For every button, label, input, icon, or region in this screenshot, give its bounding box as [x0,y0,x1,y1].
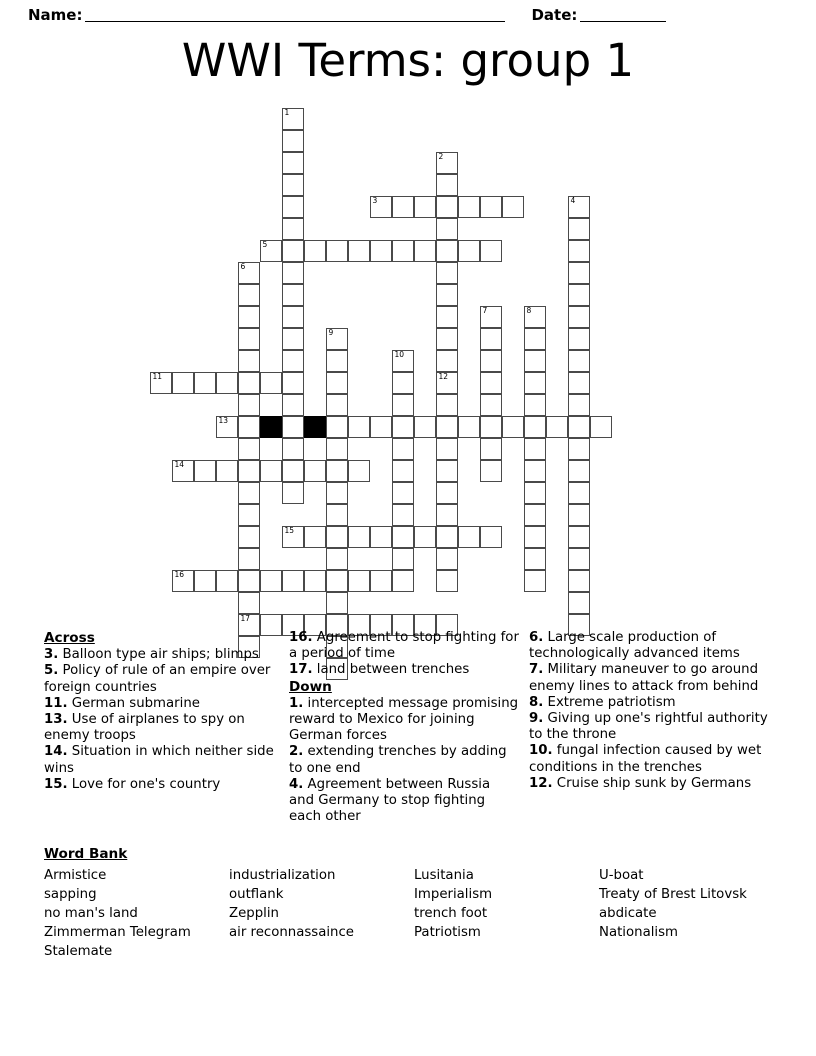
clue-across-3 [44,647,279,663]
grid-cell[interactable] [392,460,414,482]
grid-clue-number: 5 [262,240,268,249]
word-bank-section [44,845,784,961]
clue-number: 11. [44,695,68,711]
grid-cell[interactable] [568,240,590,262]
grid-cell[interactable] [282,152,304,174]
grid-cell[interactable] [238,394,260,416]
grid-cell[interactable] [260,570,282,592]
clue-across-5 [44,663,279,695]
clue-text: land between trenches [312,662,470,678]
grid-cell[interactable] [326,570,348,592]
grid-cell[interactable] [568,482,590,504]
grid-cell[interactable] [304,460,326,482]
clue-across-15 [44,777,279,793]
clue-text: German submarine [67,695,200,711]
grid-cell[interactable] [238,372,260,394]
grid-cell[interactable] [282,306,304,328]
grid-cell[interactable] [436,460,458,482]
clues-section [44,630,784,825]
grid-cell[interactable] [282,460,304,482]
grid-cell[interactable] [436,174,458,196]
grid-cell[interactable] [436,306,458,328]
grid-cell[interactable] [326,416,348,438]
grid-cell[interactable] [326,394,348,416]
clue-across-17 [289,662,519,678]
grid-cell[interactable] [568,526,590,548]
grid-cell[interactable] [436,328,458,350]
grid-cell[interactable] [282,482,304,504]
grid-cell[interactable] [370,526,392,548]
grid-cell[interactable] [436,218,458,240]
grid-cell[interactable] [172,460,194,482]
grid-cell[interactable] [480,350,502,372]
grid-cell[interactable] [282,416,304,438]
clue-down-7 [529,662,769,694]
grid-cell[interactable] [282,262,304,284]
grid-cell[interactable] [568,328,590,350]
grid-cell[interactable] [480,526,502,548]
grid-cell[interactable] [216,570,238,592]
grid-cell[interactable] [436,570,458,592]
crossword-grid[interactable] [150,108,620,628]
grid-cell[interactable] [568,394,590,416]
grid-clue-number: 16 [174,570,185,579]
grid-clue-number: 14 [174,460,185,469]
grid-cell[interactable] [436,526,458,548]
grid-cell[interactable] [568,262,590,284]
grid-cell[interactable] [524,482,546,504]
grid-cell[interactable] [480,306,502,328]
word-bank-column-2 [229,866,414,961]
grid-cell[interactable] [436,548,458,570]
grid-cell[interactable] [568,570,590,592]
clue-number: 3. [44,647,59,663]
grid-cell[interactable] [436,262,458,284]
grid-cell[interactable] [282,130,304,152]
word-bank-item: Armistice [44,868,107,883]
clue-down-12 [529,776,769,792]
clue-number: 9. [529,711,544,727]
grid-cell[interactable] [282,108,304,130]
clue-text: Use of airplanes to spy on enemy troops [44,712,245,744]
grid-cell[interactable] [194,460,216,482]
word-bank-columns [44,866,784,961]
clues-column-2 [289,630,529,825]
grid-cell[interactable] [326,504,348,526]
grid-cell[interactable] [282,526,304,548]
grid-cell[interactable] [524,328,546,350]
grid-cell-blocked [260,416,282,438]
clue-across-13 [44,712,279,744]
word-bank-item: Treaty of Brest Litovsk [599,887,747,902]
grid-cell[interactable] [524,504,546,526]
grid-cell[interactable] [414,526,436,548]
grid-cell[interactable] [238,262,260,284]
grid-clue-number: 4 [570,196,576,205]
grid-cell[interactable] [282,372,304,394]
grid-cell[interactable] [282,438,304,460]
grid-cell[interactable] [238,548,260,570]
grid-cell[interactable] [238,592,260,614]
grid-cell[interactable] [194,570,216,592]
clue-down-9 [529,711,769,743]
word-bank-item: industrialization [229,868,336,883]
grid-cell[interactable] [392,196,414,218]
page-title: WWI Terms: group 1 [181,34,635,87]
clue-text: Balloon type air ships; blimps [58,647,259,663]
grid-cell[interactable] [436,350,458,372]
grid-cell[interactable] [568,416,590,438]
word-bank-item: sapping [44,887,97,902]
grid-cell[interactable] [392,416,414,438]
grid-cell[interactable] [282,328,304,350]
grid-cell[interactable] [480,438,502,460]
clue-number: 2. [289,744,304,760]
grid-cell[interactable] [436,240,458,262]
grid-cell[interactable] [260,372,282,394]
grid-cell[interactable] [370,416,392,438]
grid-cell[interactable] [480,394,502,416]
grid-cell[interactable] [348,240,370,262]
grid-clue-number: 15 [284,526,295,535]
clue-across-14 [44,744,279,776]
word-bank-item: outflank [229,887,284,902]
grid-cell[interactable] [238,284,260,306]
clue-across-11 [44,696,279,712]
grid-cell[interactable] [524,438,546,460]
grid-cell[interactable] [172,372,194,394]
grid-cell[interactable] [414,240,436,262]
grid-cell[interactable] [150,372,172,394]
word-bank-item: Patriotism [414,925,481,940]
grid-cell[interactable] [458,196,480,218]
grid-clue-number: 6 [240,262,246,271]
word-bank-column-3 [414,866,599,961]
clue-across-16 [289,630,519,662]
grid-cell[interactable] [348,526,370,548]
grid-cell[interactable] [436,372,458,394]
word-bank-column-4 [599,866,784,961]
grid-cell[interactable] [304,570,326,592]
clue-text: Agreement to stop fighting for a period of time [289,630,519,662]
grid-cell[interactable] [524,570,546,592]
grid-cell[interactable] [326,328,348,350]
grid-cell[interactable] [326,460,348,482]
grid-cell[interactable] [458,240,480,262]
grid-cell[interactable] [568,350,590,372]
grid-clue-number: 2 [438,152,444,161]
grid-cell[interactable] [502,196,524,218]
grid-cell[interactable] [392,526,414,548]
grid-cell[interactable] [568,548,590,570]
grid-cell[interactable] [480,460,502,482]
grid-cell[interactable] [282,570,304,592]
grid-cell[interactable] [282,174,304,196]
grid-cell[interactable] [172,570,194,592]
clue-down-4 [289,777,519,826]
grid-cell[interactable] [348,570,370,592]
grid-cell[interactable] [524,526,546,548]
word-bank-item: U-boat [599,868,644,883]
clue-number: 4. [289,776,304,792]
word-bank-item: trench foot [414,906,488,921]
clue-number: 13. [44,712,68,728]
grid-cell[interactable] [480,416,502,438]
clue-text: Giving up one's rightful authority to the throne [529,711,768,743]
clue-text: Extreme patriotism [543,694,676,710]
clue-text: Military maneuver to go around enemy lines to attack from behind [529,662,759,694]
grid-cell[interactable] [524,548,546,570]
grid-cell[interactable] [480,328,502,350]
grid-cell[interactable] [458,416,480,438]
grid-cell[interactable] [304,240,326,262]
clue-number: 12. [529,775,553,791]
grid-cell[interactable] [238,460,260,482]
grid-clue-number: 12 [438,372,449,381]
word-bank-heading: Word Bank [44,846,128,862]
clue-number: 10. [529,743,553,759]
name-label: Name: [28,6,83,24]
date-label: Date: [531,6,578,24]
clue-text: Cruise ship sunk by Germans [552,775,752,791]
grid-cell[interactable] [282,350,304,372]
grid-cell[interactable] [392,504,414,526]
clues-column-1 [44,630,289,825]
grid-cell[interactable] [568,196,590,218]
grid-cell[interactable] [414,196,436,218]
grid-cell[interactable] [282,284,304,306]
grid-cell[interactable] [392,570,414,592]
grid-cell[interactable] [436,416,458,438]
grid-cell[interactable] [436,482,458,504]
grid-clue-number: 17 [240,614,251,623]
grid-clue-number: 11 [152,372,163,381]
clue-text: extending trenches by adding to one end [289,744,507,776]
clue-text: Love for one's country [67,776,221,792]
grid-cell[interactable] [524,394,546,416]
clue-number: 8. [529,694,544,710]
grid-cell[interactable] [216,372,238,394]
grid-cell[interactable] [282,218,304,240]
grid-cell[interactable] [392,394,414,416]
grid-cell[interactable] [524,460,546,482]
grid-cell[interactable] [436,394,458,416]
grid-cell-blocked [304,416,326,438]
grid-cell[interactable] [436,504,458,526]
clue-down-8 [529,695,769,711]
word-bank-item: no man's land [44,906,138,921]
grid-cell[interactable] [370,570,392,592]
clue-down-10 [529,743,769,775]
clue-down-1 [289,696,519,745]
grid-cell[interactable] [590,416,612,438]
clue-number: 7. [529,662,544,678]
grid-cell[interactable] [392,438,414,460]
word-bank-column-1 [44,866,229,961]
grid-clue-number: 1 [284,108,290,117]
clue-text: Large scale production of technologically advanced items [529,630,740,662]
grid-cell[interactable] [392,482,414,504]
grid-cell[interactable] [326,240,348,262]
grid-cell[interactable] [480,240,502,262]
across-heading: Across [44,630,95,646]
grid-cell[interactable] [260,240,282,262]
grid-cell[interactable] [194,372,216,394]
grid-cell[interactable] [392,350,414,372]
grid-cell[interactable] [458,526,480,548]
name-blank-line [85,8,505,22]
word-bank-item: Zimmerman Telegram [44,925,191,940]
grid-cell[interactable] [326,482,348,504]
clue-down-6 [529,630,769,662]
grid-cell[interactable] [238,570,260,592]
grid-cell[interactable] [238,504,260,526]
word-bank-item: Zepplin [229,906,279,921]
grid-cell[interactable] [568,504,590,526]
grid-cell[interactable] [436,438,458,460]
grid-cell[interactable] [568,218,590,240]
grid-cell[interactable] [414,416,436,438]
clue-number: 15. [44,776,68,792]
word-bank-item: Nationalism [599,925,678,940]
clue-text: Situation in which neither side wins [44,744,274,776]
grid-clue-number: 3 [372,196,378,205]
clue-number: 14. [44,744,68,760]
grid-cell[interactable] [436,152,458,174]
grid-cell[interactable] [282,196,304,218]
worksheet-header [0,0,816,30]
grid-cell[interactable] [348,416,370,438]
grid-cell[interactable] [326,548,348,570]
grid-cell[interactable] [238,482,260,504]
grid-cell[interactable] [524,372,546,394]
grid-cell[interactable] [392,240,414,262]
word-bank-item: Stalemate [44,944,113,959]
grid-cell[interactable] [480,196,502,218]
grid-cell[interactable] [348,460,370,482]
date-blank-line [580,8,666,22]
grid-cell[interactable] [238,350,260,372]
grid-cell[interactable] [260,460,282,482]
grid-cell[interactable] [238,306,260,328]
grid-cell[interactable] [238,526,260,548]
grid-cell[interactable] [392,548,414,570]
grid-cell[interactable] [238,328,260,350]
grid-cell[interactable] [568,372,590,394]
clue-number: 5. [44,663,59,679]
grid-cell[interactable] [282,394,304,416]
grid-cell[interactable] [568,284,590,306]
clue-text: intercepted message promising reward to Mexico for joining German forces [289,695,519,744]
grid-clue-number: 10 [394,350,405,359]
grid-cell[interactable] [238,438,260,460]
down-heading: Down [289,678,332,695]
grid-cell[interactable] [480,372,502,394]
clue-number: 16. [289,630,313,645]
grid-cell[interactable] [502,416,524,438]
grid-cell[interactable] [568,306,590,328]
grid-cell[interactable] [436,284,458,306]
clue-text: fungal infection caused by wet conditions in the trenches [529,743,762,775]
grid-cell[interactable] [216,416,238,438]
clue-number: 1. [289,695,304,711]
clue-number: 17. [289,662,313,678]
clue-text: Policy of rule of an empire over foreign countries [44,663,271,695]
word-bank-item: air reconnassaince [229,925,354,940]
grid-cell[interactable] [304,526,326,548]
grid-clue-number: 8 [526,306,532,315]
word-bank-item: Lusitania [414,868,474,883]
grid-cell[interactable] [216,460,238,482]
clue-down-2 [289,744,519,776]
grid-cell[interactable] [436,196,458,218]
grid-cell[interactable] [524,416,546,438]
clue-number: 6. [529,630,544,645]
grid-cell[interactable] [524,350,546,372]
grid-cell[interactable] [568,438,590,460]
grid-cell[interactable] [326,526,348,548]
grid-clue-number: 9 [328,328,334,337]
grid-clue-number: 7 [482,306,488,315]
grid-cell[interactable] [546,416,568,438]
grid-cell[interactable] [370,196,392,218]
word-bank-item: Imperialism [414,887,493,902]
clue-text: Agreement between Russia and Germany to stop fighting each other [289,776,491,825]
grid-cell[interactable] [282,240,304,262]
grid-cell[interactable] [568,460,590,482]
grid-cell[interactable] [370,240,392,262]
grid-cell[interactable] [326,592,348,614]
grid-cell[interactable] [568,592,590,614]
grid-cell[interactable] [524,306,546,328]
clues-column-3 [529,630,779,825]
grid-cell[interactable] [392,372,414,394]
grid-cell[interactable] [326,372,348,394]
word-bank-item: abdicate [599,906,657,921]
grid-cell[interactable] [326,350,348,372]
grid-cell[interactable] [238,416,260,438]
grid-cell[interactable] [326,438,348,460]
grid-clue-number: 13 [218,416,229,425]
